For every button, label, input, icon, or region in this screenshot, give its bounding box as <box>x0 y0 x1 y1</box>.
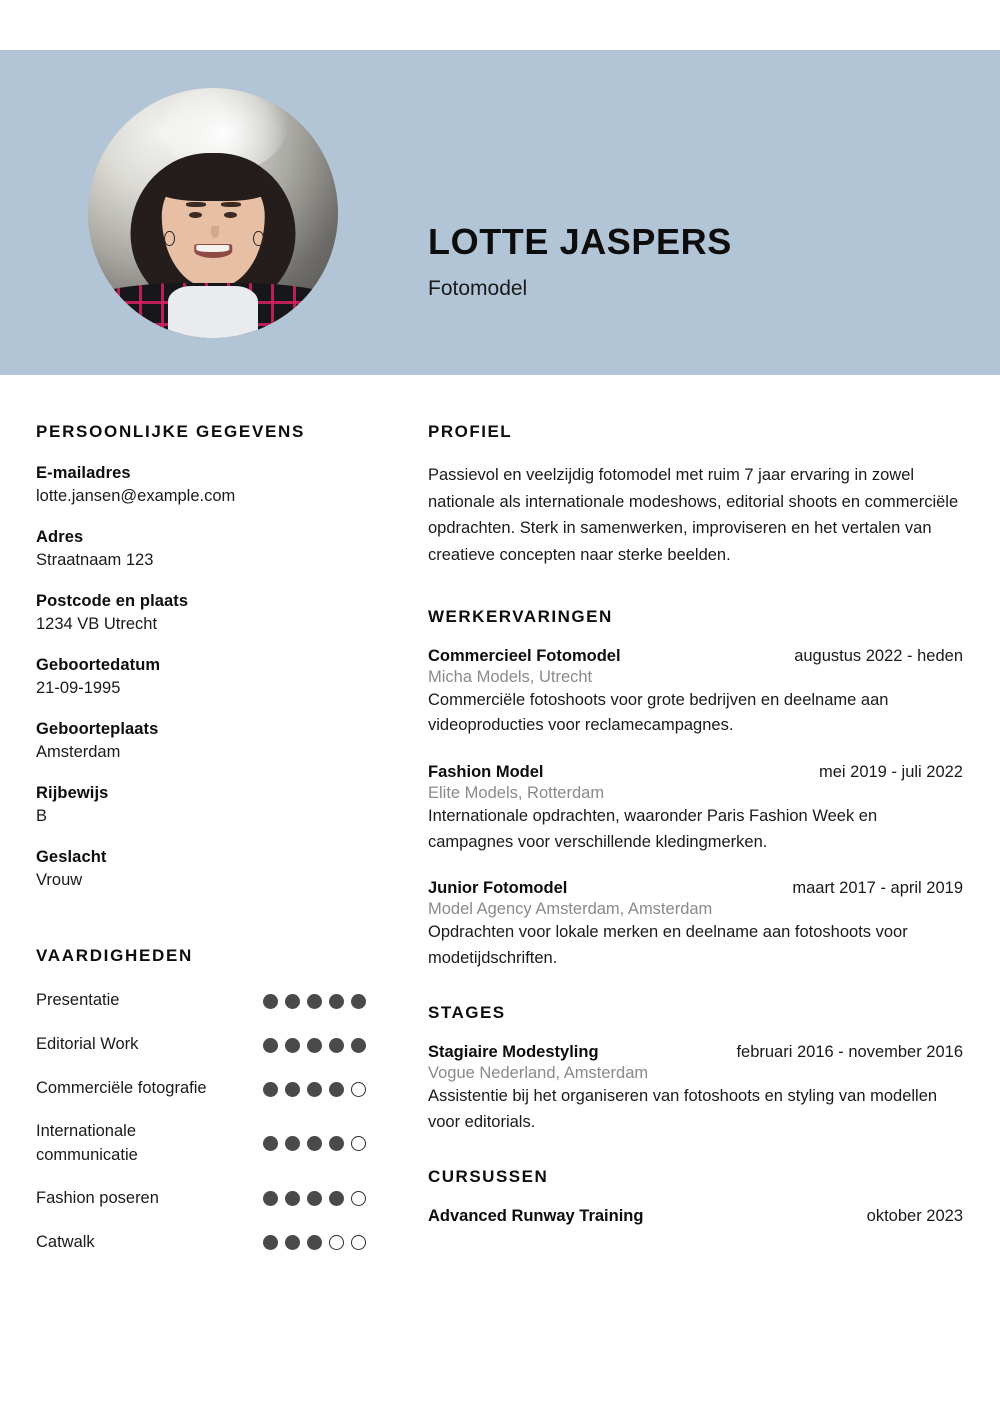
skills-list <box>36 988 366 1256</box>
rating-dot-filled <box>351 1038 366 1053</box>
mouth-shape <box>194 244 232 258</box>
rating-dot-filled <box>329 994 344 1009</box>
collar-shape <box>168 286 258 339</box>
detail-value: 21-09-1995 <box>36 679 121 697</box>
rating-dot-filled <box>285 1191 300 1206</box>
entry-description: Opdrachten voor lokale merken en deelname aan fotoshoots voor modetijdschriften. <box>428 923 908 967</box>
detail-label: Rijbewijs <box>36 784 109 802</box>
job-role-subtitle: Fotomodel <box>428 276 528 300</box>
entry-description: Commerciële fotoshoots voor grote bedrijven en deelname aan videoproducties voor reclamecampagnes. <box>428 690 889 735</box>
rating-dot-filled <box>329 1191 344 1206</box>
rating-dot-filled <box>285 1136 300 1151</box>
rating-dot-filled <box>351 994 366 1009</box>
skill-label: Fashion poseren <box>36 1188 159 1207</box>
entry-date: mei 2019 - juli 2022 <box>818 763 963 781</box>
entry-header <box>428 1207 963 1226</box>
skill-row <box>36 1186 366 1212</box>
sidebar-column <box>36 422 366 1274</box>
rating-dot-filled <box>329 1038 344 1053</box>
rating-dot-filled <box>263 1191 278 1206</box>
skill-rating-dots <box>263 1191 366 1206</box>
entry-description: Internationale opdrachten, waaronder Paris Fashion Week en campagnes voor verschillende kledingmerken. <box>428 807 878 851</box>
entry-header <box>428 1043 963 1062</box>
rating-dot-filled <box>263 1136 278 1151</box>
experience-entry <box>428 763 963 855</box>
section-title-experience: WERKERVARINGEN <box>428 606 613 626</box>
skill-row <box>36 1120 366 1168</box>
entry-organisation: Elite Models, Rotterdam <box>428 784 605 802</box>
course-entry <box>428 1207 963 1226</box>
detail-item-email <box>36 464 366 506</box>
skill-rating-dots <box>263 1136 366 1151</box>
page-title: LOTTE JASPERS <box>428 221 732 262</box>
skill-rating-dots <box>263 1038 366 1053</box>
rating-dot-filled <box>285 1235 300 1250</box>
section-title-courses: CURSUSSEN <box>428 1167 549 1187</box>
entry-header <box>428 763 963 782</box>
detail-label: Geslacht <box>36 848 107 866</box>
skill-row <box>36 1076 366 1102</box>
detail-value: B <box>36 807 48 825</box>
rating-dot-filled <box>329 1082 344 1097</box>
rating-dot-filled <box>329 1136 344 1151</box>
courses-list <box>428 1207 963 1226</box>
entry-date: maart 2017 - april 2019 <box>792 879 963 898</box>
rating-dot-filled <box>307 1191 322 1206</box>
experience-entry <box>428 647 963 739</box>
avatar <box>88 88 338 338</box>
entry-date: februari 2016 - november 2016 <box>736 1043 963 1062</box>
detail-item-gender <box>36 848 366 890</box>
entry-title: Commercieel Fotomodel <box>428 646 621 665</box>
detail-item-birthdate <box>36 656 366 698</box>
rating-dot-empty <box>351 1191 366 1206</box>
rating-dot-filled <box>307 1136 322 1151</box>
detail-label: Adres <box>36 528 84 546</box>
rating-dot-filled <box>263 1038 278 1053</box>
skill-label: Editorial Work <box>36 1035 139 1054</box>
detail-item-birthplace <box>36 720 366 762</box>
entry-organisation: Model Agency Amsterdam, Amsterdam <box>428 900 713 919</box>
detail-value: lotte.jansen@example.com <box>36 487 236 505</box>
earring-right-icon <box>253 231 264 247</box>
rating-dot-filled <box>263 994 278 1009</box>
skill-rating-dots <box>263 1082 366 1097</box>
skill-row <box>36 1032 366 1058</box>
personal-details-list <box>36 464 366 890</box>
rating-dot-filled <box>263 1082 278 1097</box>
entry-title: Stagiaire Modestyling <box>428 1043 599 1062</box>
experience-list <box>428 647 963 971</box>
skill-label: Catwalk <box>36 1232 95 1251</box>
rating-dot-empty <box>351 1235 366 1250</box>
rating-dot-filled <box>307 994 322 1009</box>
rating-dot-empty <box>329 1235 344 1250</box>
section-title-profile: PROFIEL <box>428 422 513 441</box>
entry-organisation: Vogue Nederland, Amsterdam <box>428 1064 649 1083</box>
header-banner <box>0 50 1000 375</box>
rating-dot-filled <box>285 1038 300 1053</box>
entry-description: Assistentie bij het organiseren van fotoshoots en styling van modellen voor editorials. <box>428 1087 938 1131</box>
entry-title: Fashion Model <box>428 763 544 781</box>
rating-dot-filled <box>263 1235 278 1250</box>
entry-date: oktober 2023 <box>866 1207 963 1226</box>
main-column <box>428 422 963 1250</box>
entry-title: Junior Fotomodel <box>428 879 568 898</box>
detail-value: Straatnaam 123 <box>36 551 154 569</box>
section-title-skills: VAARDIGHEDEN <box>36 946 194 965</box>
rating-dot-filled <box>285 1082 300 1097</box>
entry-title: Advanced Runway Training <box>428 1207 644 1226</box>
earring-left-icon <box>164 231 175 247</box>
section-title-personal: PERSOONLIJKE GEGEVENS <box>36 422 306 441</box>
detail-item-postcode <box>36 592 366 634</box>
detail-item-address <box>36 528 366 570</box>
skill-label: Commerciële fotografie <box>36 1079 207 1098</box>
header-text-group <box>428 222 732 301</box>
rating-dot-filled <box>307 1038 322 1053</box>
profile-text: Passievol en veelzijdig fotomodel met ruim 7 jaar ervaring in zowel nationale als internationale modeshows, editorial shoots en commerciële opdrachten. Sterk in samenwerken, improviseren en het vertalen van creatieve concepten naar sterke beelden. <box>428 466 959 565</box>
section-title-internships: STAGES <box>428 1003 506 1023</box>
detail-value: 1234 VB Utrecht <box>36 615 158 633</box>
entry-header <box>428 879 963 898</box>
experience-entry <box>428 879 963 971</box>
entry-organisation: Micha Models, Utrecht <box>428 667 593 686</box>
rating-dot-empty <box>351 1136 366 1151</box>
internship-entry <box>428 1043 963 1135</box>
internships-list <box>428 1043 963 1135</box>
detail-item-driverslicense <box>36 784 366 826</box>
detail-value: Vrouw <box>36 871 83 889</box>
nose-shape <box>211 226 220 239</box>
entry-date: augustus 2022 - heden <box>794 646 963 665</box>
rating-dot-empty <box>351 1082 366 1097</box>
eye-right <box>224 212 237 219</box>
rating-dot-filled <box>307 1082 322 1097</box>
skill-label: Internationale communicatie <box>36 1122 138 1164</box>
skill-row <box>36 1230 366 1256</box>
skill-rating-dots <box>263 994 366 1009</box>
detail-label: E-mailadres <box>36 464 131 482</box>
teeth-shape <box>197 245 230 252</box>
eyebrow-left <box>186 202 206 207</box>
entry-header <box>428 647 963 666</box>
rating-dot-filled <box>307 1235 322 1250</box>
detail-label: Geboorteplaats <box>36 720 159 738</box>
detail-value: Amsterdam <box>36 743 121 761</box>
detail-label: Postcode en plaats <box>36 592 189 610</box>
detail-label: Geboortedatum <box>36 656 161 674</box>
rating-dot-filled <box>285 994 300 1009</box>
skill-rating-dots <box>263 1235 366 1250</box>
skill-row <box>36 988 366 1014</box>
skill-label: Presentatie <box>36 991 120 1010</box>
eyebrow-right <box>221 202 241 207</box>
